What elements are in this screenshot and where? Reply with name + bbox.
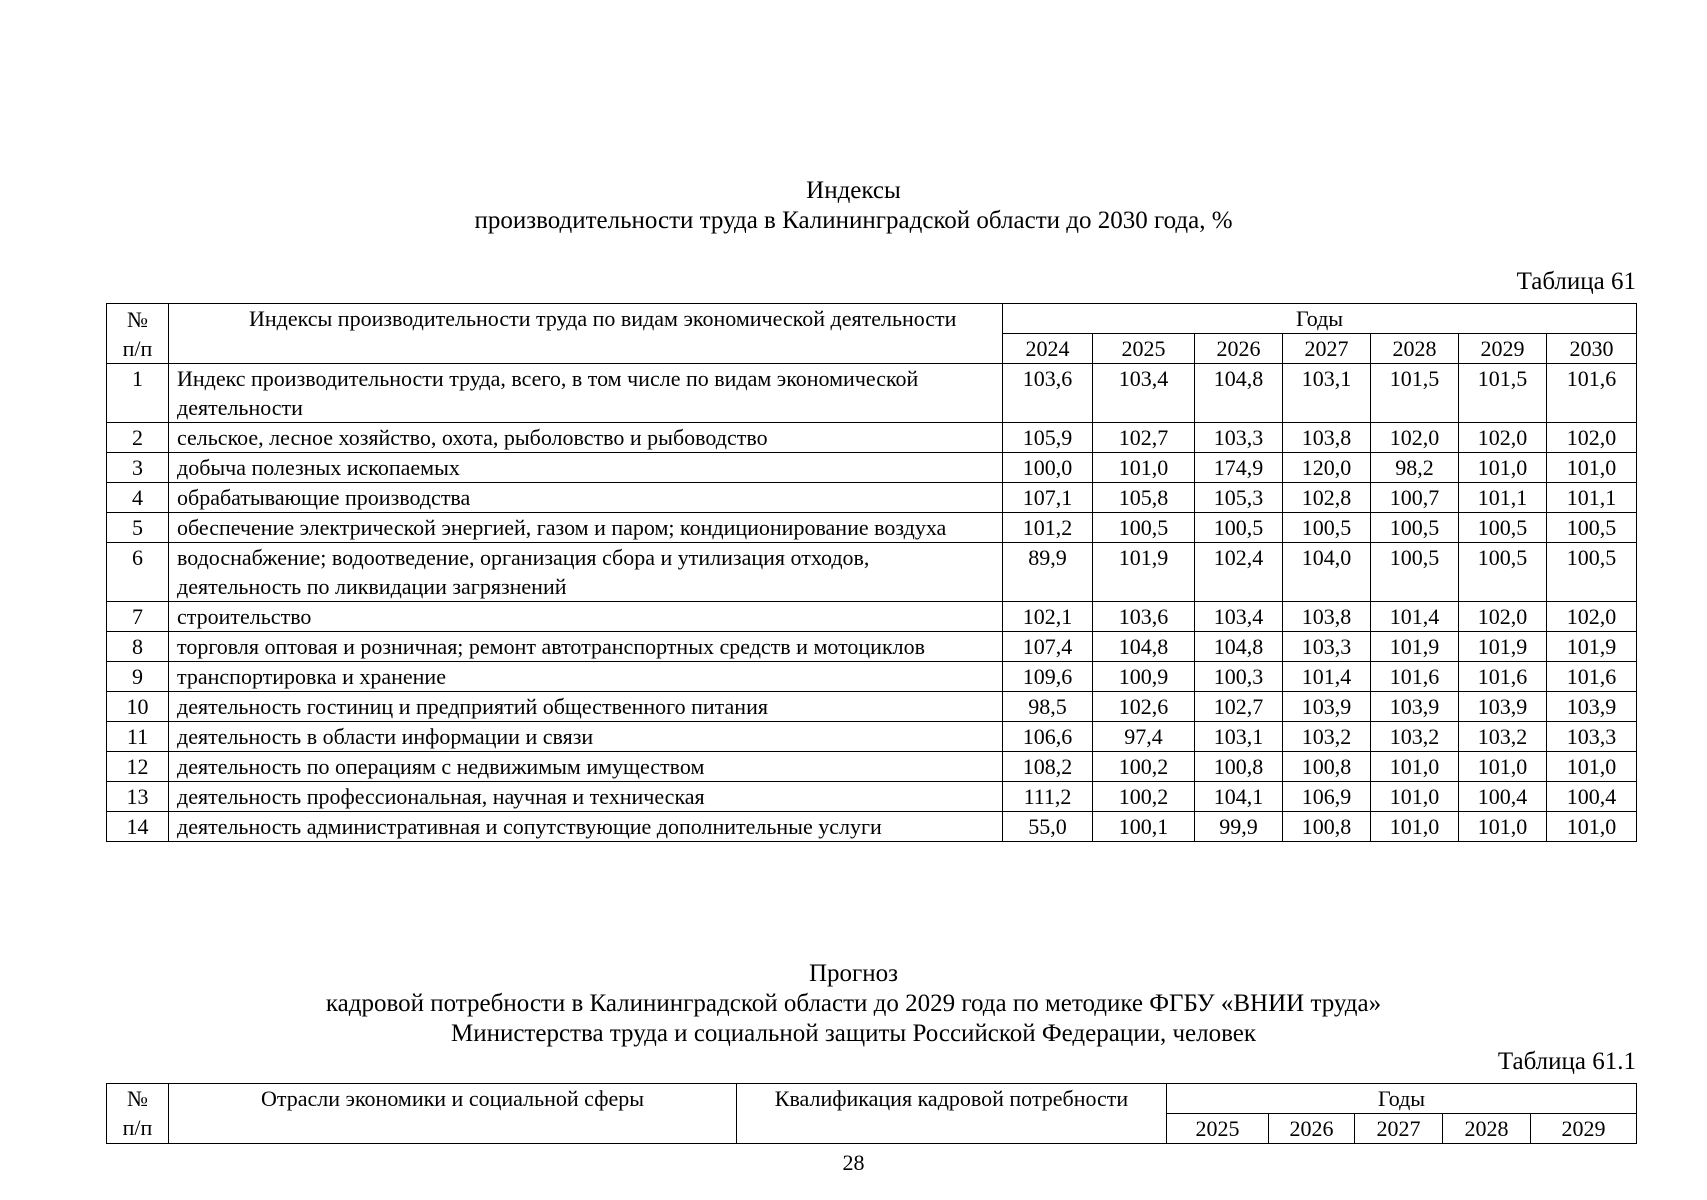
row-number: 8 bbox=[107, 632, 169, 662]
activity-name: обеспечение электрической энергией, газом и паром; кондиционирование воздуха bbox=[169, 513, 1003, 543]
page-number: 28 bbox=[842, 1150, 865, 1175]
index-value: 103,3 bbox=[1547, 722, 1637, 752]
activity-name: обрабатывающие производства bbox=[169, 483, 1003, 513]
index-value: 101,4 bbox=[1283, 662, 1371, 692]
index-value: 89,9 bbox=[1003, 543, 1093, 602]
index-value: 102,0 bbox=[1459, 423, 1547, 453]
table1-title-line1: Индексы bbox=[806, 177, 901, 204]
index-value: 100,1 bbox=[1093, 812, 1195, 842]
table1-title-line2: производительности труда в Калининградской области до 2030 года, % bbox=[474, 207, 1233, 234]
header-num bbox=[107, 304, 169, 364]
index-value: 103,9 bbox=[1283, 692, 1371, 722]
table-row bbox=[107, 812, 1637, 842]
index-value: 107,4 bbox=[1003, 632, 1093, 662]
index-value: 101,0 bbox=[1459, 812, 1547, 842]
t1-year-header: 2026 bbox=[1195, 334, 1283, 364]
index-value: 102,1 bbox=[1003, 602, 1093, 632]
t1-year-header: 2025 bbox=[1093, 334, 1195, 364]
row-number: 14 bbox=[107, 812, 169, 842]
index-value: 98,5 bbox=[1003, 692, 1093, 722]
index-value: 104,0 bbox=[1283, 543, 1371, 602]
index-value: 101,2 bbox=[1003, 513, 1093, 543]
t2-year-header: 2029 bbox=[1531, 1114, 1637, 1144]
t2-year-header: 2026 bbox=[1269, 1114, 1355, 1144]
table-row bbox=[107, 453, 1637, 483]
index-value: 101,6 bbox=[1459, 662, 1547, 692]
index-value: 100,8 bbox=[1283, 812, 1371, 842]
index-value: 100,7 bbox=[1371, 483, 1459, 513]
t1-year-header: 2029 bbox=[1459, 334, 1547, 364]
index-value: 101,0 bbox=[1371, 782, 1459, 812]
activity-name: торговля оптовая и розничная; ремонт автотранспортных средств и мотоциклов bbox=[169, 632, 1003, 662]
row-number: 3 bbox=[107, 453, 169, 483]
table1-body bbox=[107, 364, 1637, 842]
activity-name: транспортировка и хранение bbox=[169, 662, 1003, 692]
row-number: 1 bbox=[107, 364, 169, 423]
index-value: 100,0 bbox=[1003, 453, 1093, 483]
index-value: 104,8 bbox=[1195, 364, 1283, 423]
index-value: 105,3 bbox=[1195, 483, 1283, 513]
index-value: 100,5 bbox=[1371, 513, 1459, 543]
table-row bbox=[107, 423, 1637, 453]
index-value: 101,1 bbox=[1547, 483, 1637, 513]
index-value: 101,1 bbox=[1459, 483, 1547, 513]
index-value: 103,6 bbox=[1093, 602, 1195, 632]
index-value: 100,5 bbox=[1459, 543, 1547, 602]
index-value: 102,4 bbox=[1195, 543, 1283, 602]
table2-title-line1: Прогноз bbox=[808, 960, 899, 987]
header-indicator: Индексы производительности труда по видам экономической деятельности bbox=[169, 304, 1003, 364]
row-number: 11 bbox=[107, 722, 169, 752]
index-value: 106,6 bbox=[1003, 722, 1093, 752]
t1-year-header: 2027 bbox=[1283, 334, 1371, 364]
index-value: 100,5 bbox=[1283, 513, 1371, 543]
table-row bbox=[107, 692, 1637, 722]
productivity-index-table bbox=[106, 303, 1637, 842]
activity-name: водоснабжение; водоотведение, организация сбора и утилизация отходов, деятельность по ликвидации загрязнений bbox=[169, 543, 1003, 602]
index-value: 104,1 bbox=[1195, 782, 1283, 812]
index-value: 107,1 bbox=[1003, 483, 1093, 513]
activity-name: деятельность профессиональная, научная и техническая bbox=[169, 782, 1003, 812]
index-value: 103,8 bbox=[1283, 423, 1371, 453]
activity-name: добыча полезных ископаемых bbox=[169, 453, 1003, 483]
table-row bbox=[107, 782, 1637, 812]
index-value: 101,5 bbox=[1371, 364, 1459, 423]
index-value: 103,4 bbox=[1093, 364, 1195, 423]
index-value: 98,2 bbox=[1371, 453, 1459, 483]
t2-header-num-symbol: № bbox=[127, 1086, 148, 1111]
index-value: 104,8 bbox=[1093, 632, 1195, 662]
index-value: 102,6 bbox=[1093, 692, 1195, 722]
index-value: 101,0 bbox=[1371, 812, 1459, 842]
index-value: 100,5 bbox=[1547, 543, 1637, 602]
t2-header-sector: Отрасли экономики и социальной сферы bbox=[169, 1084, 737, 1144]
index-value: 101,0 bbox=[1547, 453, 1637, 483]
index-value: 102,7 bbox=[1195, 692, 1283, 722]
activity-name: Индекс производительности труда, всего, в том числе по видам экономической деятельности bbox=[169, 364, 1003, 423]
index-value: 103,6 bbox=[1003, 364, 1093, 423]
table-row bbox=[107, 364, 1637, 423]
index-value: 100,5 bbox=[1371, 543, 1459, 602]
index-value: 101,6 bbox=[1547, 662, 1637, 692]
index-value: 103,4 bbox=[1195, 602, 1283, 632]
index-value: 103,9 bbox=[1371, 692, 1459, 722]
index-value: 111,2 bbox=[1003, 782, 1093, 812]
index-value: 101,0 bbox=[1547, 812, 1637, 842]
index-value: 100,2 bbox=[1093, 782, 1195, 812]
table2-label: Таблица 61.1 bbox=[1497, 1048, 1636, 1075]
row-number: 10 bbox=[107, 692, 169, 722]
index-value: 104,8 bbox=[1195, 632, 1283, 662]
index-value: 102,0 bbox=[1459, 602, 1547, 632]
table-row bbox=[107, 602, 1637, 632]
row-number: 12 bbox=[107, 752, 169, 782]
index-value: 102,0 bbox=[1371, 423, 1459, 453]
index-value: 101,0 bbox=[1093, 453, 1195, 483]
header-num-abbr: п/п bbox=[122, 335, 153, 361]
activity-name: сельское, лесное хозяйство, охота, рыболовство и рыбоводство bbox=[169, 423, 1003, 453]
t1-year-header: 2030 bbox=[1547, 334, 1637, 364]
index-value: 101,6 bbox=[1371, 662, 1459, 692]
row-number: 7 bbox=[107, 602, 169, 632]
t1-year-header: 2028 bbox=[1371, 334, 1459, 364]
row-number: 6 bbox=[107, 543, 169, 602]
index-value: 103,2 bbox=[1459, 722, 1547, 752]
index-value: 105,9 bbox=[1003, 423, 1093, 453]
table-row bbox=[107, 722, 1637, 752]
index-value: 97,4 bbox=[1093, 722, 1195, 752]
t2-year-header: 2027 bbox=[1355, 1114, 1443, 1144]
index-value: 100,8 bbox=[1195, 752, 1283, 782]
index-value: 102,7 bbox=[1093, 423, 1195, 453]
activity-name: деятельность в области информации и связи bbox=[169, 722, 1003, 752]
index-value: 101,9 bbox=[1093, 543, 1195, 602]
table2-title-line3: Министерства труда и социальной защиты Российской Федерации, человек bbox=[450, 1020, 1257, 1047]
activity-name: деятельность административная и сопутствующие дополнительные услуги bbox=[169, 812, 1003, 842]
index-value: 101,0 bbox=[1547, 752, 1637, 782]
row-number: 4 bbox=[107, 483, 169, 513]
table-row bbox=[107, 662, 1637, 692]
index-value: 103,3 bbox=[1195, 423, 1283, 453]
index-value: 101,9 bbox=[1459, 632, 1547, 662]
index-value: 100,8 bbox=[1283, 752, 1371, 782]
index-value: 102,8 bbox=[1283, 483, 1371, 513]
index-value: 100,4 bbox=[1459, 782, 1547, 812]
t1-year-header: 2024 bbox=[1003, 334, 1093, 364]
index-value: 105,8 bbox=[1093, 483, 1195, 513]
t2-year-header: 2028 bbox=[1443, 1114, 1531, 1144]
index-value: 101,4 bbox=[1371, 602, 1459, 632]
table-row bbox=[107, 513, 1637, 543]
index-value: 55,0 bbox=[1003, 812, 1093, 842]
index-value: 102,0 bbox=[1547, 602, 1637, 632]
table-row bbox=[107, 752, 1637, 782]
index-value: 103,8 bbox=[1283, 602, 1371, 632]
t2-header-num-abbr: п/п bbox=[122, 1115, 153, 1140]
index-value: 101,0 bbox=[1459, 752, 1547, 782]
index-value: 103,9 bbox=[1547, 692, 1637, 722]
index-value: 101,5 bbox=[1459, 364, 1547, 423]
t2-header-num bbox=[107, 1084, 169, 1144]
index-value: 120,0 bbox=[1283, 453, 1371, 483]
index-value: 106,9 bbox=[1283, 782, 1371, 812]
header-num-symbol: № bbox=[127, 306, 148, 332]
index-value: 103,1 bbox=[1195, 722, 1283, 752]
table-row bbox=[107, 632, 1637, 662]
row-number: 13 bbox=[107, 782, 169, 812]
index-value: 103,2 bbox=[1371, 722, 1459, 752]
table-row bbox=[107, 483, 1637, 513]
t2-year-header: 2025 bbox=[1167, 1114, 1269, 1144]
staffing-forecast-table bbox=[106, 1083, 1637, 1144]
index-value: 103,1 bbox=[1283, 364, 1371, 423]
index-value: 103,9 bbox=[1459, 692, 1547, 722]
table2-title-line2: кадровой потребности в Калининградской области до 2029 года по методике ФГБУ «ВНИИ труда» bbox=[325, 990, 1382, 1017]
activity-name: деятельность по операциям с недвижимым имуществом bbox=[169, 752, 1003, 782]
index-value: 100,9 bbox=[1093, 662, 1195, 692]
index-value: 101,0 bbox=[1371, 752, 1459, 782]
index-value: 100,4 bbox=[1547, 782, 1637, 812]
index-value: 174,9 bbox=[1195, 453, 1283, 483]
activity-name: деятельность гостиниц и предприятий общественного питания bbox=[169, 692, 1003, 722]
header-years: Годы bbox=[1003, 304, 1637, 334]
index-value: 108,2 bbox=[1003, 752, 1093, 782]
index-value: 100,3 bbox=[1195, 662, 1283, 692]
row-number: 5 bbox=[107, 513, 169, 543]
row-number: 9 bbox=[107, 662, 169, 692]
index-value: 101,6 bbox=[1547, 364, 1637, 423]
index-value: 102,0 bbox=[1547, 423, 1637, 453]
table-row bbox=[107, 543, 1637, 602]
t2-header-years: Годы bbox=[1167, 1084, 1637, 1114]
t2-header-qualification: Квалификация кадровой потребности bbox=[737, 1084, 1167, 1144]
table1-label: Таблица 61 bbox=[1516, 268, 1636, 295]
index-value: 101,0 bbox=[1459, 453, 1547, 483]
index-value: 99,9 bbox=[1195, 812, 1283, 842]
index-value: 100,5 bbox=[1195, 513, 1283, 543]
index-value: 109,6 bbox=[1003, 662, 1093, 692]
index-value: 103,3 bbox=[1283, 632, 1371, 662]
row-number: 2 bbox=[107, 423, 169, 453]
index-value: 100,5 bbox=[1459, 513, 1547, 543]
index-value: 100,2 bbox=[1093, 752, 1195, 782]
index-value: 103,2 bbox=[1283, 722, 1371, 752]
index-value: 101,9 bbox=[1371, 632, 1459, 662]
index-value: 101,9 bbox=[1547, 632, 1637, 662]
index-value: 100,5 bbox=[1093, 513, 1195, 543]
index-value: 100,5 bbox=[1547, 513, 1637, 543]
activity-name: строительство bbox=[169, 602, 1003, 632]
